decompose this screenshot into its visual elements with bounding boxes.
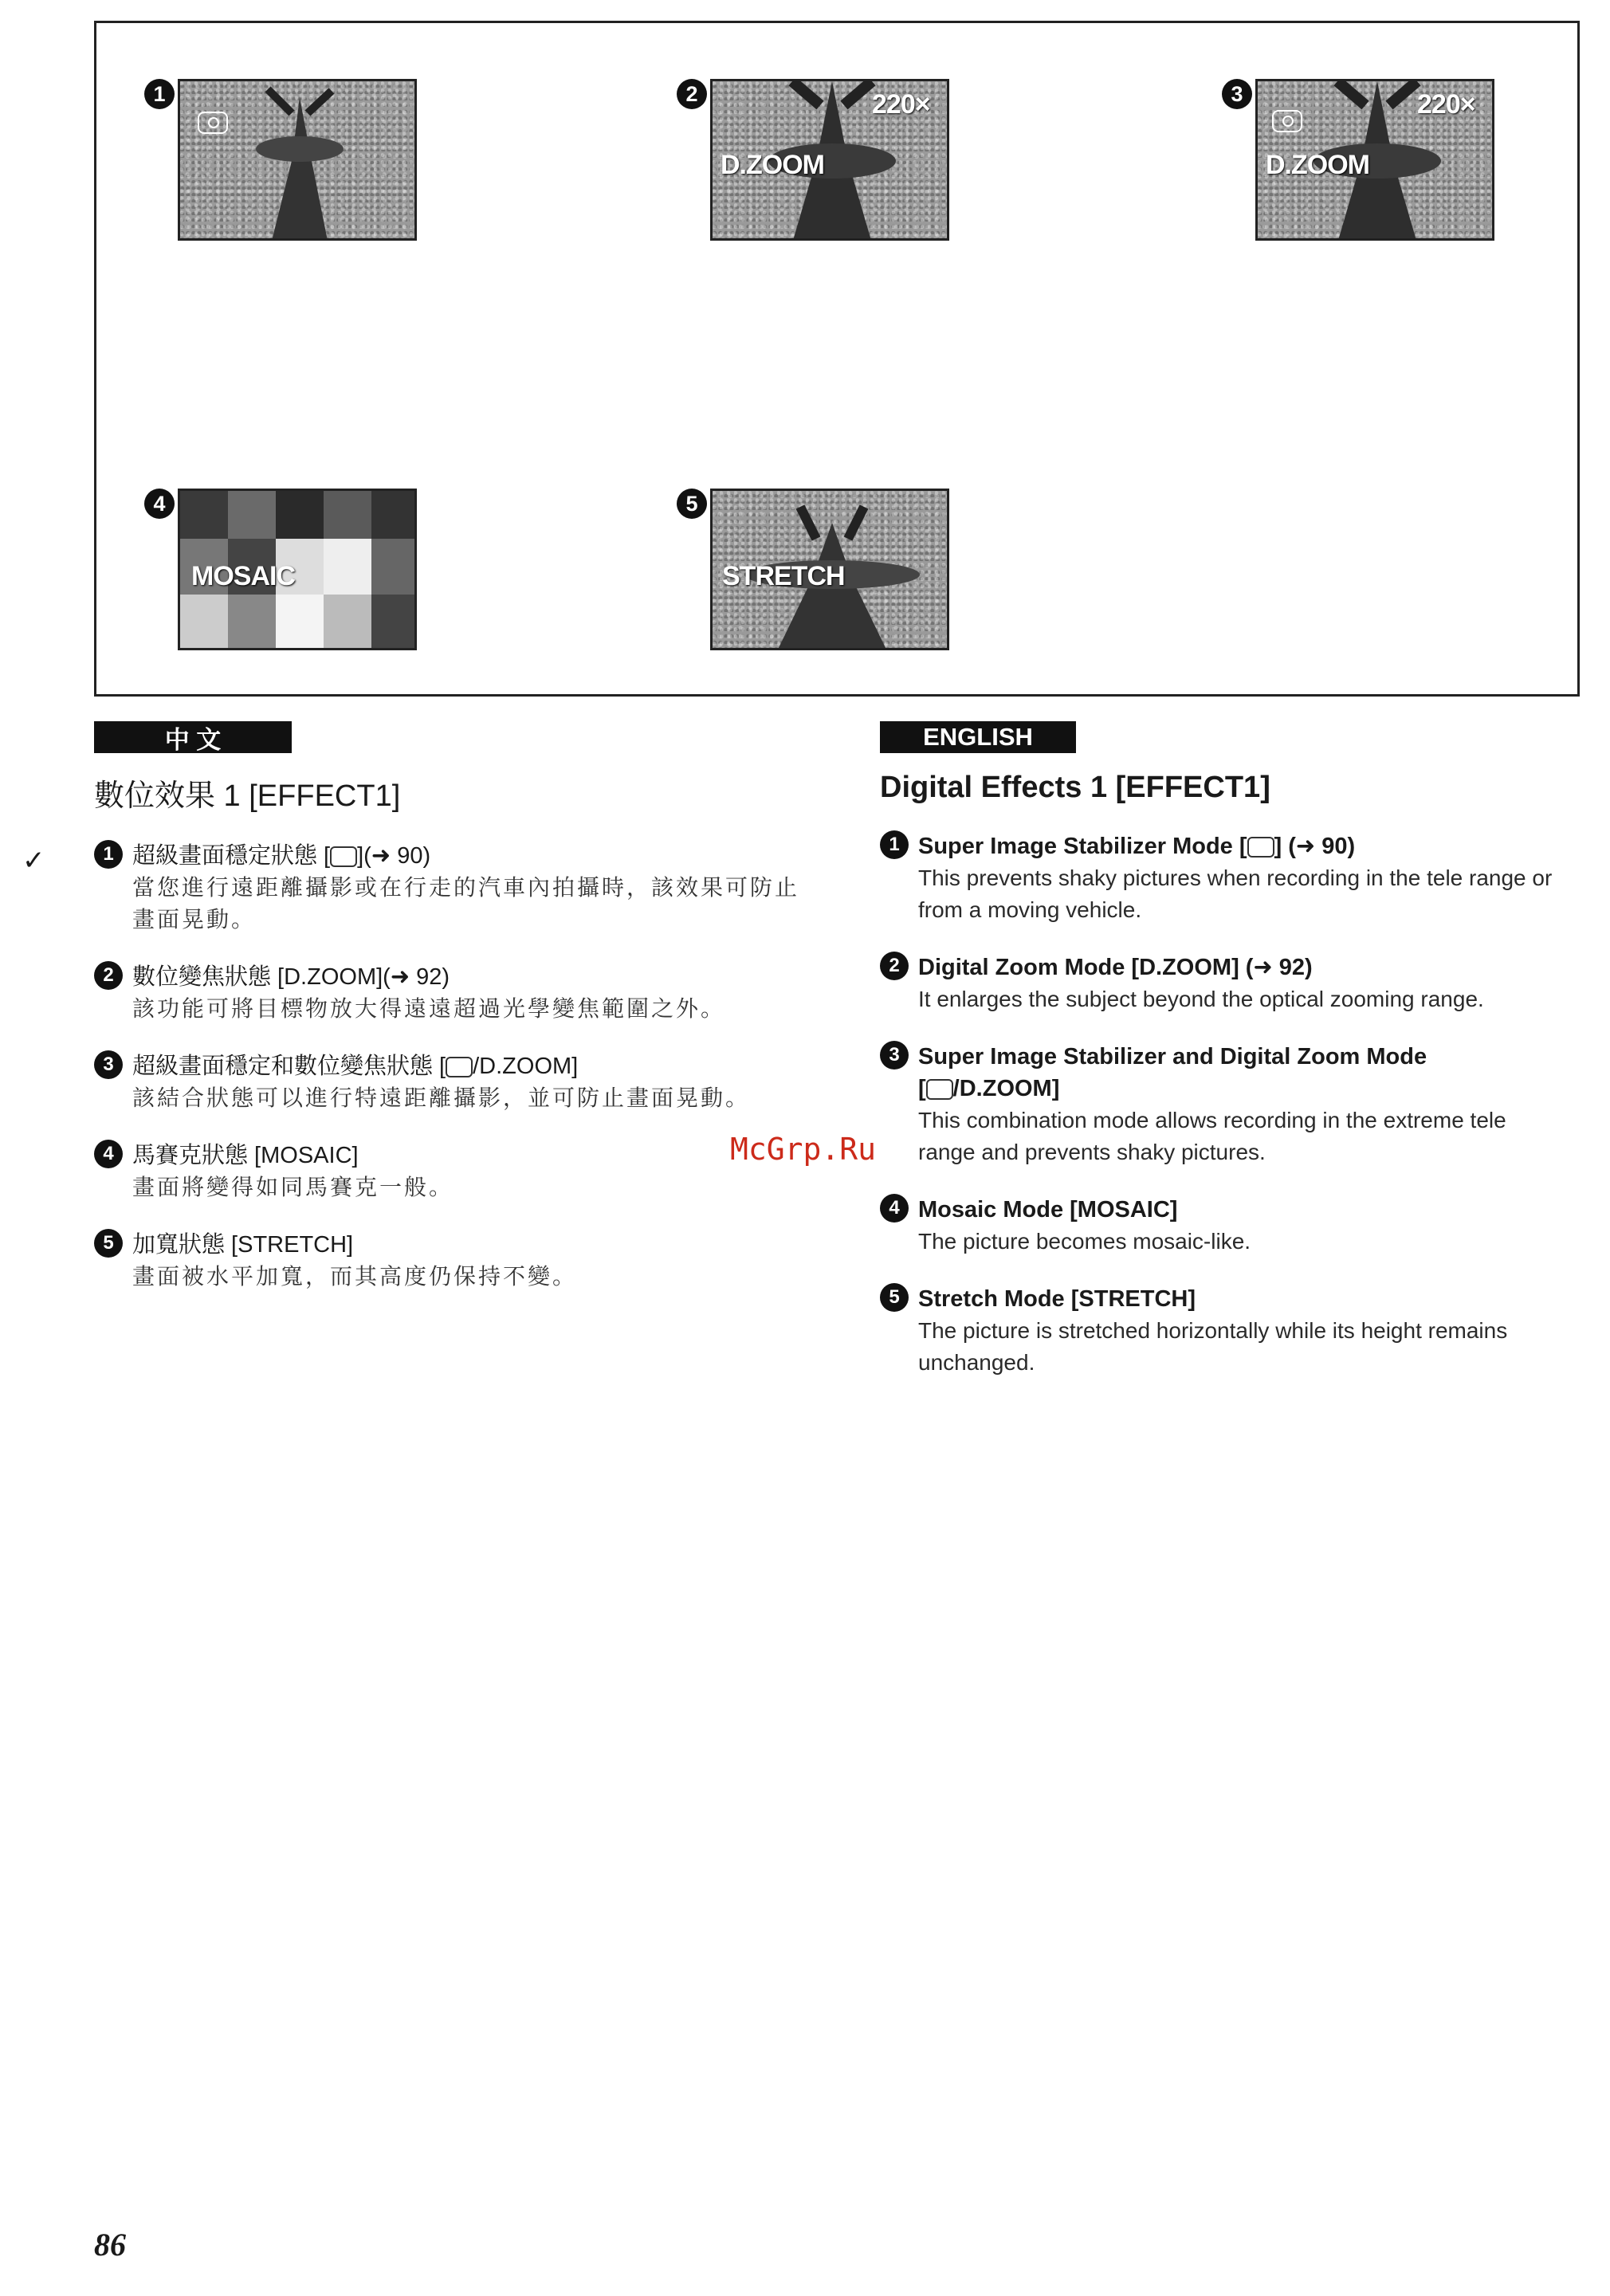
list-item [94, 961, 811, 1025]
item-title: Mosaic Mode [MOSAIC] [918, 1197, 1178, 1223]
viewfinder-image [710, 489, 949, 650]
number-badge: 1 [880, 830, 909, 859]
stabilizer-icon [330, 846, 357, 867]
list-item [94, 1050, 811, 1114]
item-description: 該結合狀態可以進行特遠距離攝影，並可防止畫面晃動。 [132, 1085, 751, 1110]
list-item [94, 1140, 811, 1203]
stabilizer-icon [926, 1079, 953, 1100]
stabilizer-icon [198, 112, 228, 134]
stabilizer-icon [1247, 837, 1274, 858]
item-title: Super Image Stabilizer Mode [ ] (➜ 90) [918, 834, 1356, 859]
english-column [880, 721, 1565, 1379]
number-badge: 2 [94, 961, 123, 990]
list-item [880, 1283, 1565, 1379]
item-title-continued: [ /D.ZOOM] [918, 1076, 1060, 1101]
list-item [880, 1194, 1565, 1258]
item-description: The picture is stretched horizontally while its height remains unchanged. [918, 1318, 1508, 1375]
chinese-column [94, 721, 811, 1293]
item-title: 超級畫面穩定狀態 [ ](➜ 90) [132, 843, 431, 869]
number-badge: 2 [677, 79, 707, 109]
item-title: 超級畫面穩定和數位變焦狀態 [ /D.ZOOM] [132, 1054, 579, 1079]
number-badge: 4 [94, 1140, 123, 1168]
item-description: 該功能可將目標物放大得遠遠超過光學變焦範圍之外。 [132, 996, 726, 1021]
viewfinder-image [1255, 79, 1494, 241]
list-item [94, 840, 811, 936]
list-item [880, 952, 1565, 1015]
dzoom-label: D.ZOOM [1266, 150, 1369, 180]
number-badge: 2 [880, 952, 909, 980]
language-label: ENGLISH [880, 721, 1076, 753]
item-description: 當您進行遠距離攝影或在行走的汽車內拍攝時，該效果可防止畫面晃動。 [132, 875, 800, 932]
section-title: Digital Effects 1 [EFFECT1] [880, 771, 1270, 804]
list-item [880, 1041, 1565, 1168]
item-title: Digital Zoom Mode [D.ZOOM] (➜ 92) [918, 955, 1313, 980]
number-badge: 3 [880, 1041, 909, 1070]
illustration-frame [94, 21, 1580, 697]
item-description: This combination mode allows recording in the extreme tele range and prevents shaky pictures. [918, 1108, 1506, 1164]
language-label: 中 文 [94, 721, 292, 753]
dzoom-label: D.ZOOM [721, 150, 824, 180]
item-title: Super Image Stabilizer and Digital Zoom Mode [918, 1044, 1427, 1070]
list-item [94, 1229, 811, 1293]
section-title: 數位效果 1 [EFFECT1] [94, 779, 401, 813]
item-description: 畫面將變得如同馬賽克一般。 [132, 1175, 454, 1199]
item-title: 馬賽克狀態 [MOSAIC] [132, 1143, 359, 1168]
list-item [880, 830, 1565, 926]
stretch-label: STRETCH [722, 561, 845, 591]
stabilizer-icon [446, 1057, 473, 1077]
watermark-link[interactable]: McGrp.Ru [730, 1132, 877, 1167]
number-badge: 3 [1222, 79, 1252, 109]
zoom-ratio-readout: 220× [1417, 89, 1475, 120]
number-badge: 5 [677, 489, 707, 519]
giraffe-photo [180, 81, 417, 241]
viewfinder-image [178, 489, 417, 650]
zoom-ratio-readout: 220× [872, 89, 930, 120]
number-badge: 3 [94, 1050, 123, 1079]
margin-checkmark: ✓ [22, 846, 45, 876]
page-number: 86 [94, 2227, 126, 2263]
number-badge: 5 [94, 1229, 123, 1258]
item-description: It enlarges the subject beyond the optical zooming range. [918, 987, 1484, 1011]
number-badge: 5 [880, 1283, 909, 1312]
item-title: 數位變焦狀態 [D.ZOOM](➜ 92) [132, 964, 450, 990]
number-badge: 1 [94, 840, 123, 869]
number-badge: 1 [144, 79, 175, 109]
viewfinder-image [710, 79, 949, 241]
stabilizer-icon [1272, 110, 1302, 132]
item-title: Stretch Mode [STRETCH] [918, 1286, 1196, 1312]
mosaic-label: MOSAIC [191, 561, 295, 591]
number-badge: 4 [880, 1194, 909, 1223]
item-title: 加寬狀態 [STRETCH] [132, 1232, 354, 1258]
item-description: 畫面被水平加寬，而其高度仍保持不變。 [132, 1264, 578, 1289]
number-badge: 4 [144, 489, 175, 519]
item-description: This prevents shaky pictures when recording in the tele range or from a moving vehicle. [918, 865, 1553, 922]
item-description: The picture becomes mosaic-like. [918, 1229, 1251, 1254]
viewfinder-image [178, 79, 417, 241]
